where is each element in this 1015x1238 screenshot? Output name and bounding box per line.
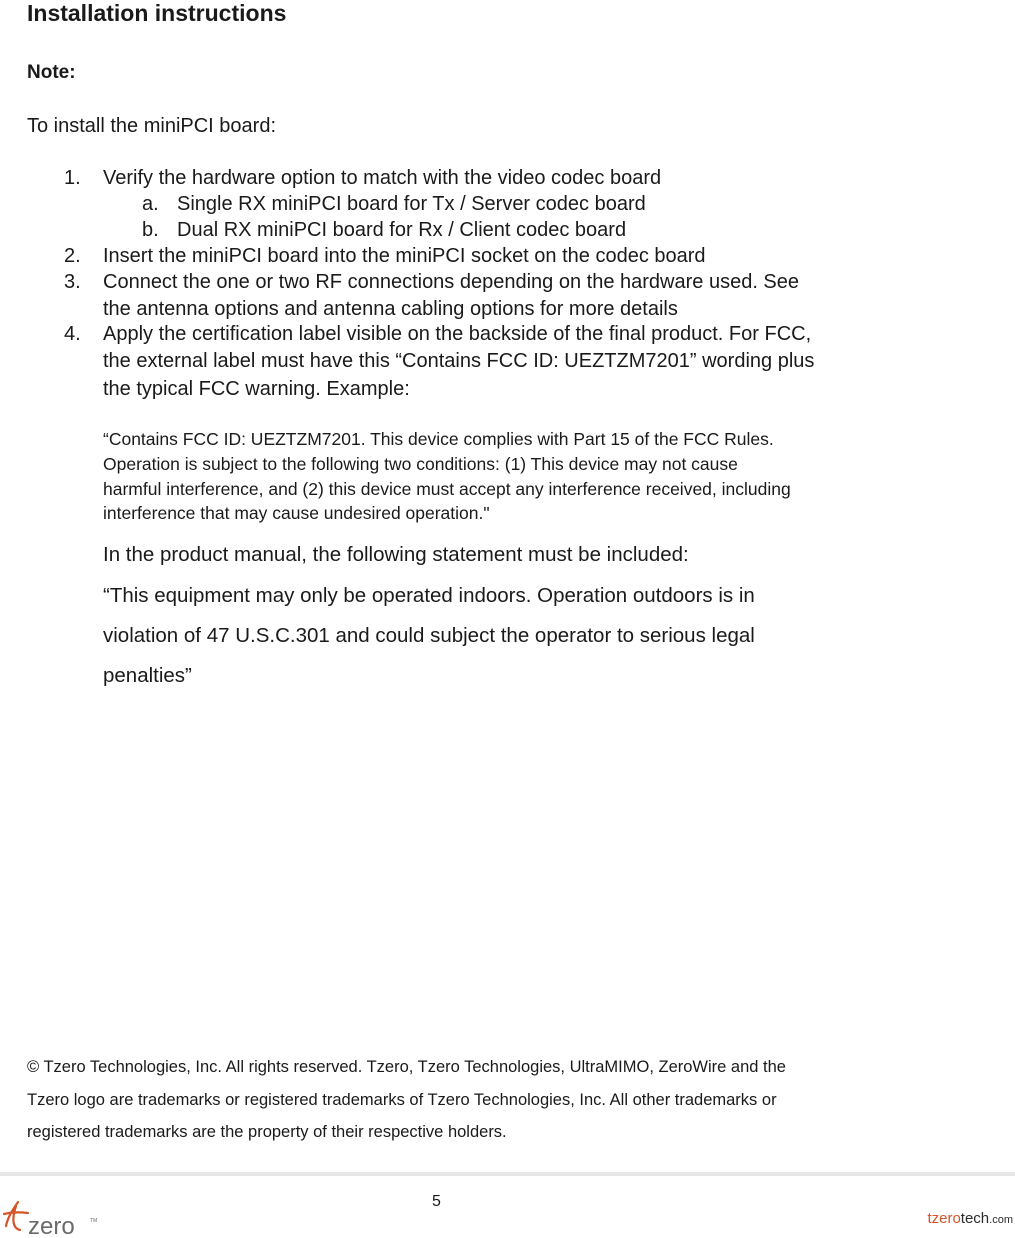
intro-text: To install the miniPCI board: <box>27 115 277 137</box>
copyright-line: registered trademarks are the property of their respective holders. <box>27 1123 507 1141</box>
step-number: 4. <box>64 323 81 345</box>
fcc-example-line: Operation is subject to the following two conditions: (1) This device may not cause <box>103 454 738 474</box>
footer-divider <box>0 1172 1015 1176</box>
site-tech: tech <box>960 1210 990 1227</box>
site-brand: tzero <box>927 1210 961 1227</box>
step-number: 2. <box>64 245 81 267</box>
manual-statement-line: penalties” <box>103 664 192 687</box>
copyright-line: Tzero logo are trademarks or registered trademarks of Tzero Technologies, Inc. All other trademarks or <box>27 1091 777 1109</box>
step-number: 3. <box>64 271 81 293</box>
step-number: 1. <box>64 167 81 189</box>
step-text: Verify the hardware option to match with the video codec board <box>103 167 662 189</box>
fcc-example-line: “Contains FCC ID: UEZTZM7201. This device complies with Part 15 of the FCC Rules. <box>103 429 774 449</box>
page-title: Installation instructions <box>27 0 287 26</box>
manual-statement-line: “This equipment may only be operated indoors. Operation outdoors is in <box>103 584 755 607</box>
step-text: Insert the miniPCI board into the miniPCI socket on the codec board <box>103 245 706 267</box>
site-domain: .com <box>989 1214 1013 1226</box>
step-text-continued: the external label must have this “Contains FCC ID: UEZTZM7201” wording plus <box>103 350 815 372</box>
fcc-example-line: interference that may cause undesired operation." <box>103 503 490 523</box>
substep-text: Dual RX miniPCI board for Rx / Client codec board <box>177 219 627 241</box>
fcc-example-line: harmful interference, and (2) this device must accept any interference received, including <box>103 479 791 499</box>
page-number: 5 <box>432 1193 441 1210</box>
step-text: Apply the certification label visible on the backside of the final product. For FCC, <box>103 323 812 345</box>
logo-trademark: TM <box>90 1218 98 1224</box>
manual-statement-line: violation of 47 U.S.C.301 and could subject the operator to serious legal <box>103 624 755 647</box>
website-link[interactable] <box>927 1210 1013 1227</box>
manual-statement-line: In the product manual, the following statement must be included: <box>103 543 689 566</box>
tzero-logo <box>2 1196 102 1238</box>
logo-wordmark: zero <box>28 1213 75 1238</box>
step-text-continued: the typical FCC warning. Example: <box>103 378 410 400</box>
step-text-continued: the antenna options and antenna cabling options for more details <box>103 298 678 320</box>
substep-letter: a. <box>142 193 159 215</box>
step-text: Connect the one or two RF connections depending on the hardware used. See <box>103 271 800 293</box>
substep-letter: b. <box>142 219 159 241</box>
substep-text: Single RX miniPCI board for Tx / Server codec board <box>177 193 646 215</box>
copyright-line: © Tzero Technologies, Inc. All rights reserved. Tzero, Tzero Technologies, UltraMIMO, ZeroWire and the <box>27 1058 786 1076</box>
note-label: Note: <box>27 62 76 83</box>
